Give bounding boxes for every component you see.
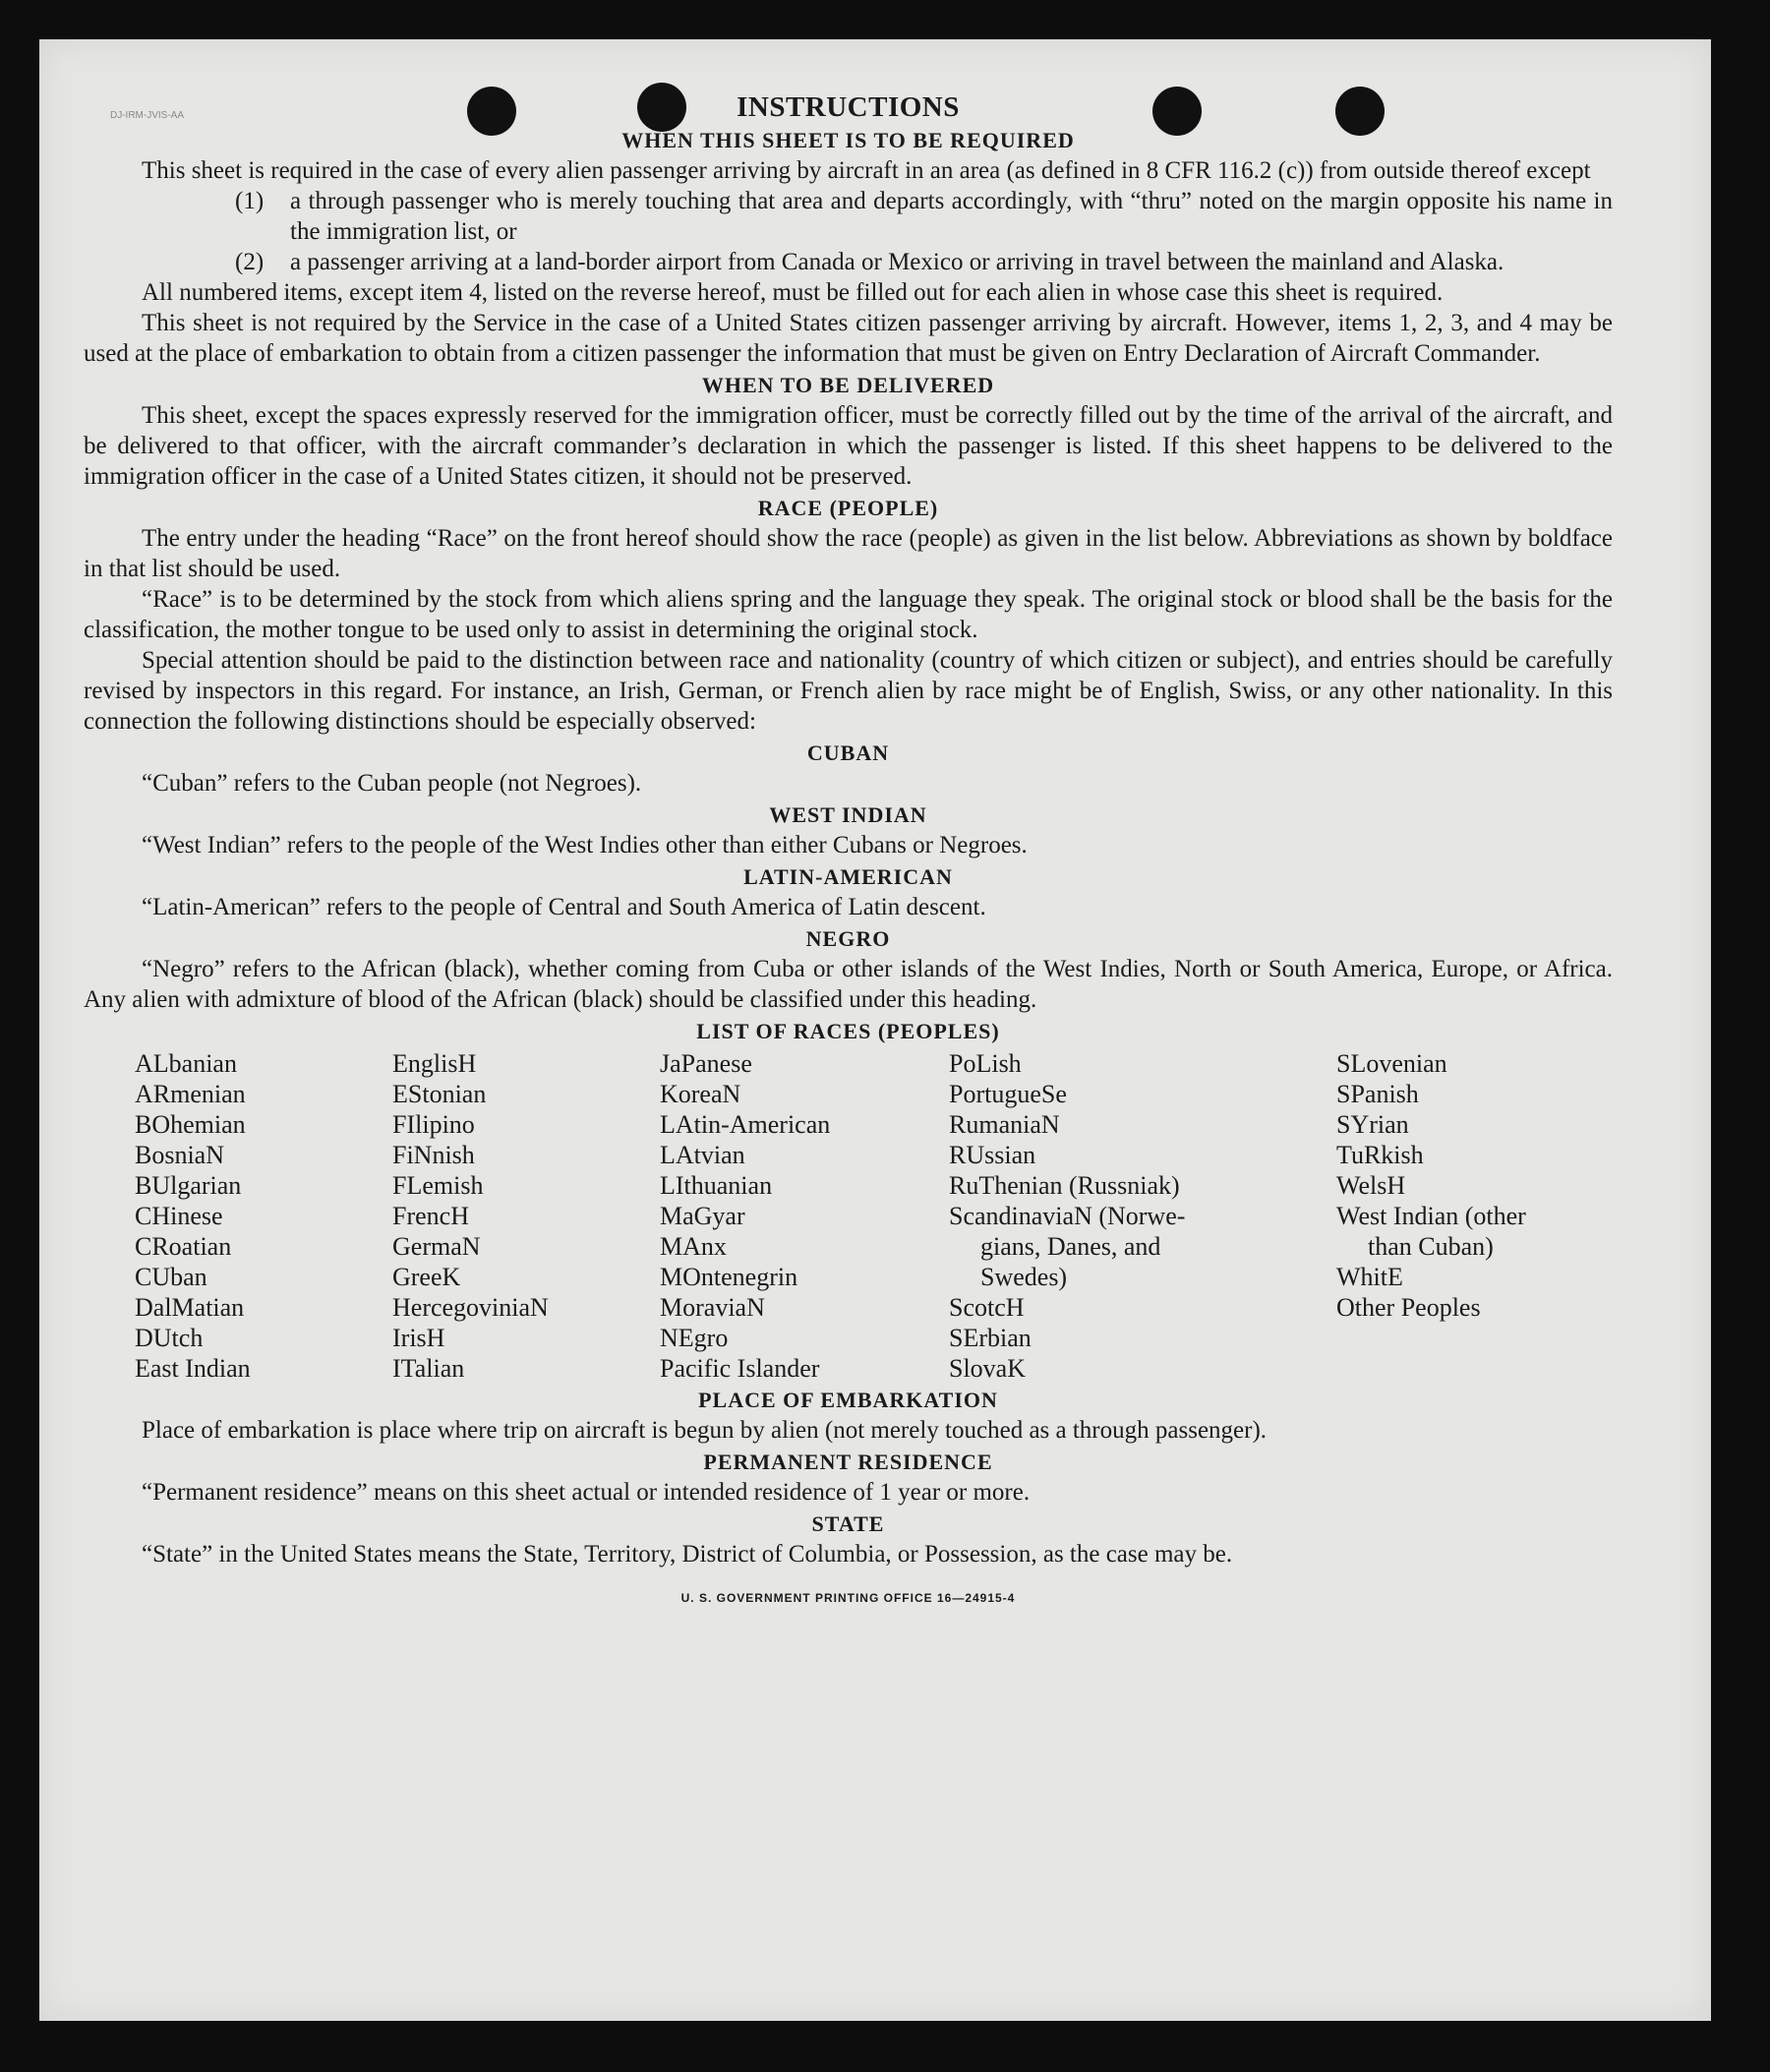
section-heading-cuban: CUBAN	[806, 740, 890, 765]
race-item: DalMatian	[135, 1293, 245, 1322]
race-item: RumaniaN	[949, 1110, 1060, 1139]
section-heading-embarkation: PLACE OF EMBARKATION	[698, 1388, 998, 1412]
race-item: ALbanian	[135, 1049, 237, 1078]
race-item: gians, Danes, and	[980, 1232, 1161, 1261]
race-item: LAtin-American	[660, 1110, 831, 1139]
race-item: BosniaN	[135, 1141, 224, 1169]
form-code: DJ-IRM-JVIS-AA	[110, 110, 184, 121]
race-item: CRoatian	[135, 1232, 232, 1261]
race-item: than Cuban)	[1368, 1232, 1494, 1261]
race-item: CHinese	[135, 1202, 223, 1230]
item-number: (2)	[235, 249, 265, 275]
race-item: MoraviaN	[660, 1293, 765, 1322]
race-item: East Indian	[135, 1354, 251, 1383]
race-item: EnglisH	[392, 1049, 477, 1078]
race-list	[84, 1048, 1613, 1384]
paragraph: “West Indian” refers to the people of the West Indies other than either Cubans or Negroes.	[142, 832, 1028, 858]
race-item: LAtvian	[660, 1141, 745, 1169]
race-item: WhitE	[1336, 1263, 1403, 1291]
paragraph: This sheet is not required by the Service in the case of a United States citizen passenger arriving by aircraft. However, items 1, 2, 3, and 4 may be used at the place of embarkation to obtain from a citizen passenger the information that must be given on Entry Declaration of Aircraft Commander.	[84, 310, 1613, 367]
race-item: RuThenian (Russniak)	[949, 1171, 1180, 1200]
paragraph: “State” in the United States means the State, Territory, District of Columbia, or Possession, as the case may be.	[142, 1541, 1233, 1568]
race-item: ScotcH	[949, 1293, 1025, 1322]
race-column	[84, 1048, 392, 1384]
section-heading-required: WHEN THIS SHEET IS TO BE REQUIRED	[621, 128, 1075, 152]
item-text: a passenger arriving at a land-border airport from Canada or Mexico or arriving in travel between the mainland and Alaska.	[290, 249, 1504, 275]
race-item: RUssian	[949, 1141, 1036, 1169]
race-item: SLovenian	[1336, 1049, 1447, 1078]
paragraph: “Negro” refers to the African (black), whether coming from Cuba or other islands of the West Indies, North or South America, Europe, or Africa. Any alien with admixture of blood of the African (black) should be classified under this heading.	[84, 956, 1613, 1013]
race-item: EStonian	[392, 1080, 487, 1108]
race-column	[660, 1048, 949, 1384]
paragraph: Special attention should be paid to the distinction between race and nationality (country of which citizen or subject), and entries should be carefully revised by inspectors in this regard. For instance, an Irish, German, or French alien by race might be of English, Swiss, or any other nationality. In this connection the following distinctions should be especially observed:	[84, 647, 1613, 735]
race-column	[949, 1048, 1262, 1384]
item-text: a through passenger who is merely touching that area and departs accordingly, with “thru” noted on the margin opposite his name in the immigration list, or	[290, 188, 1613, 245]
race-item: MaGyar	[660, 1202, 745, 1230]
paragraph: This sheet, except the spaces expressly reserved for the immigration officer, must be correctly filled out by the time of the arrival of the aircraft, and be delivered to that officer, with the aircraft commander’s declaration in which the passenger is listed. If this sheet happens to be delivered to the immigration officer in the case of a United States citizen, it should not be preserved.	[84, 402, 1613, 490]
race-column	[1262, 1048, 1602, 1384]
list-item	[84, 186, 1613, 247]
section-heading-west-indian: WEST INDIAN	[769, 802, 927, 827]
paragraph: “Permanent residence” means on this sheet actual or intended residence of 1 year or more.	[142, 1479, 1031, 1506]
paragraph: “Latin-American” refers to the people of Central and South America of Latin descent.	[142, 894, 986, 920]
race-item: GreeK	[392, 1263, 461, 1291]
race-item: NEgro	[660, 1324, 729, 1352]
section-heading-list-of-races: LIST OF RACES (PEOPLES)	[696, 1019, 1000, 1043]
section-heading-latin-american: LATIN-AMERICAN	[743, 864, 953, 889]
paragraph: The entry under the heading “Race” on the front hereof should show the race (people) as given in the list below. Abbreviations as shown by boldface in that list should be used.	[84, 525, 1613, 582]
section-heading-race: RACE (PEOPLE)	[757, 496, 939, 520]
section-heading-state: STATE	[811, 1511, 885, 1536]
race-item: SErbian	[949, 1324, 1032, 1352]
item-number: (1)	[235, 188, 265, 214]
printer-imprint: U. S. GOVERNMENT PRINTING OFFICE 16—24915-4	[680, 1591, 1016, 1605]
paragraph: Place of embarkation is place where trip on aircraft is begun by alien (not merely touched as a through passenger).	[142, 1417, 1268, 1444]
race-item: FLemish	[392, 1171, 484, 1200]
race-item: FiNnish	[392, 1141, 475, 1169]
race-item: KoreaN	[660, 1080, 741, 1108]
section-heading-residence: PERMANENT RESIDENCE	[703, 1450, 993, 1474]
race-item: SPanish	[1336, 1080, 1419, 1108]
instructions-body	[84, 90, 1613, 1614]
race-item: HercegoviniaN	[392, 1293, 549, 1322]
page-title: INSTRUCTIONS	[737, 91, 960, 123]
race-item: ARmenian	[135, 1080, 246, 1108]
race-item: BOhemian	[135, 1110, 246, 1139]
race-item: WelsH	[1336, 1171, 1406, 1200]
paragraph: This sheet is required in the case of every alien passenger arriving by aircraft in an area (as defined in 8 CFR 116.2 (c)) from outside thereof except	[142, 157, 1591, 184]
race-item: PoLish	[949, 1049, 1022, 1078]
section-heading-negro: NEGRO	[805, 926, 891, 951]
paragraph: All numbered items, except item 4, listed on the reverse hereof, must be filled out for each alien in whose case this sheet is required.	[142, 279, 1444, 306]
race-item: ITalian	[392, 1354, 465, 1383]
list-item	[84, 247, 1613, 277]
race-item: BUlgarian	[135, 1171, 242, 1200]
race-item: ScandinaviaN (Norwe-	[949, 1202, 1186, 1230]
race-item: FrencH	[392, 1202, 469, 1230]
race-item: Pacific Islander	[660, 1354, 820, 1383]
race-item: LIthuanian	[660, 1171, 773, 1200]
race-item: JaPanese	[660, 1049, 752, 1078]
race-item: Other Peoples	[1336, 1293, 1481, 1322]
race-item: SlovaK	[949, 1354, 1026, 1383]
race-item: Swedes)	[980, 1263, 1068, 1291]
race-item: MOntenegrin	[660, 1263, 798, 1291]
section-heading-delivered: WHEN TO BE DELIVERED	[701, 373, 995, 397]
race-item: IrisH	[392, 1324, 445, 1352]
race-item: West Indian (other	[1336, 1202, 1526, 1230]
race-item: CUban	[135, 1263, 207, 1291]
race-item: SYrian	[1336, 1110, 1409, 1139]
race-column	[392, 1048, 660, 1384]
race-item: GermaN	[392, 1232, 481, 1261]
race-item: PortugueSe	[949, 1080, 1067, 1108]
race-item: DUtch	[135, 1324, 204, 1352]
race-item: TuRkish	[1336, 1141, 1424, 1169]
paragraph: “Race” is to be determined by the stock from which aliens spring and the language they speak. The original stock or blood shall be the basis for the classification, the mother tongue to be used only to assist in determining the original stock.	[84, 586, 1613, 643]
paragraph: “Cuban” refers to the Cuban people (not Negroes).	[142, 770, 642, 797]
race-item: MAnx	[660, 1232, 727, 1261]
race-item: FIlipino	[392, 1110, 475, 1139]
